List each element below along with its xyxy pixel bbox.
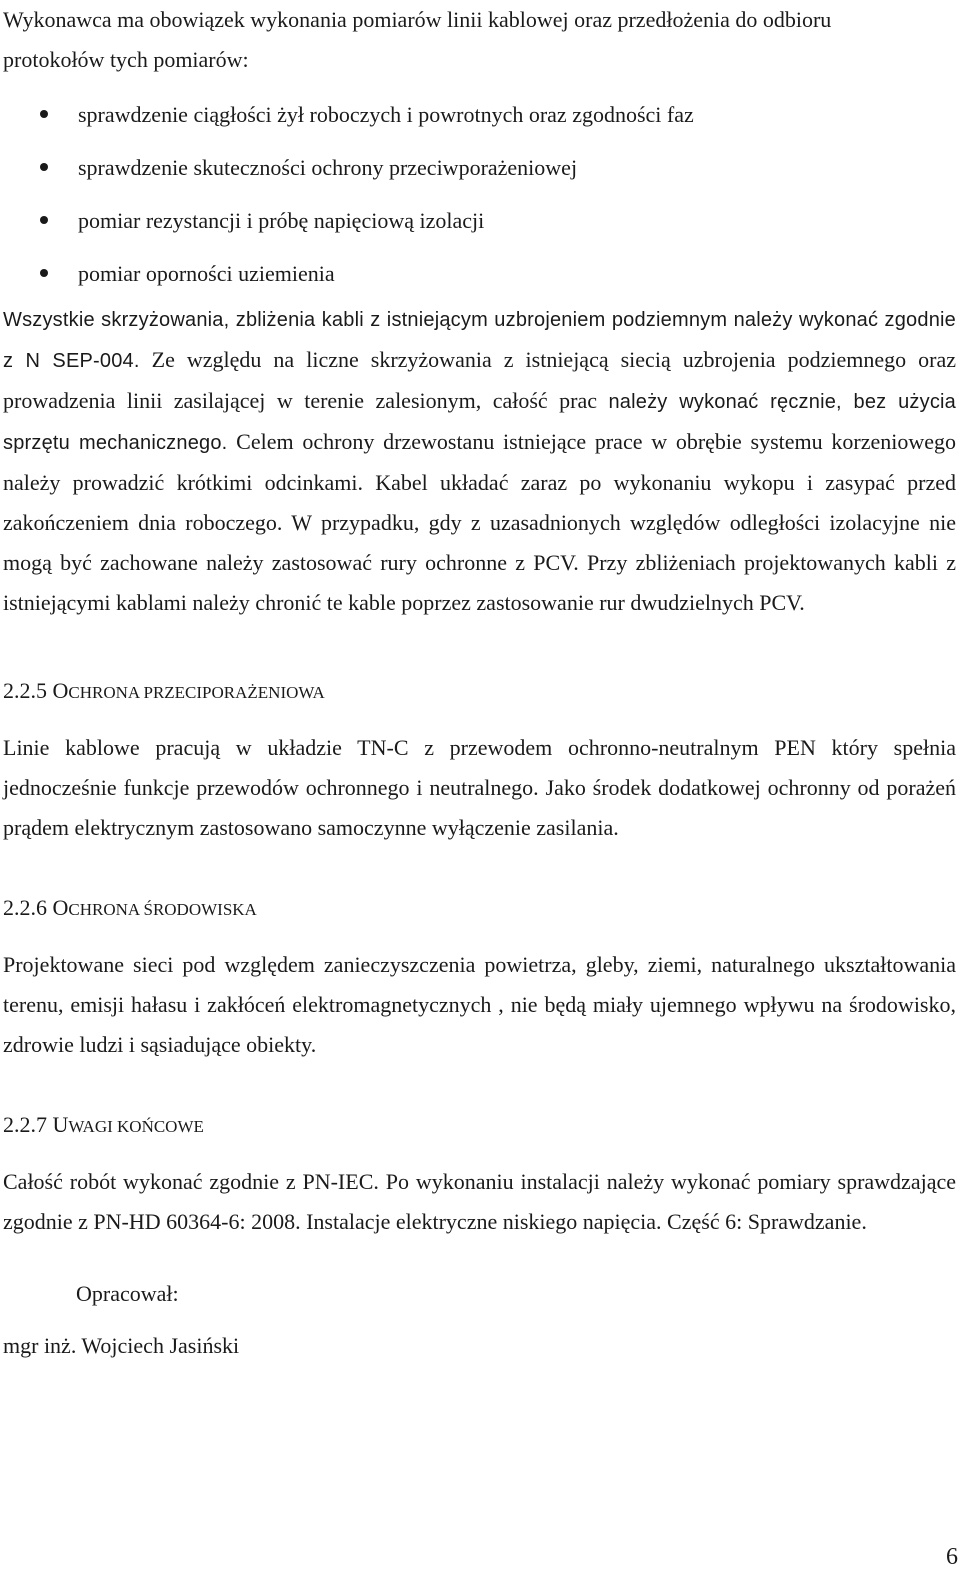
intro-paragraph [3,0,956,80]
section-title-initial: U [52,1112,69,1137]
list-item-text: sprawdzenie ciągłości żył roboczych i powrotnych oraz zgodności faz [78,102,694,127]
section-number: 2.2.6 [3,895,53,920]
list-item-text: pomiar oporności uziemienia [78,261,335,286]
section-heading-2-2-6 [3,894,956,924]
crossings-serif-text-2: Celem ochrony drzewostanu istniejące prace w obrębie systemu korzeniowego należy prowadzić krótkimi odcinkami. Kabel układać zaraz po wykonaniu wykopu i zasypać przed zakończeniem dnia roboczego. W przypadku, gdy z uzasadnionych względów odległości izolacyjne nie mogą być zachowane należy zastosować rury ochronne z PCV. Przy zbliżeniach projektowanych kabli z istniejącymi kablami należy chronić te kable poprzez zastosowanie rur dwudzielnych PCV. [3,429,956,615]
list-item [3,194,956,247]
signature-role: Opracował: [76,1281,179,1306]
section-title-initial: O [52,678,69,703]
bullet-icon [40,110,48,118]
section-heading-2-2-7 [3,1111,956,1141]
crossings-sans-text-2: należy wykonać ręcznie, bez użycia sprzętu mechanicznego. [3,391,956,454]
intro-line-2: protokołów tych pomiarów: [3,47,249,72]
signature-name: mgr inż. Wojciech Jasiński [3,1333,240,1358]
section-title: CHRONA PRZECIPORAŻENIOWA [68,683,325,702]
section-heading-2-2-5 [3,677,956,707]
section-body-2-2-5: Linie kablowe pracują w układzie TN-C z przewodem ochronno-neutralnym PEN który spełnia jednocześnie funkcje przewodów ochronnego i neutralnego. Jako środek dodatkowej ochronny od porażeń prądem elektrycznym zastosowano samoczynne wyłączenie zasilania. [3,735,956,840]
crossings-paragraph [3,299,956,623]
bullet-icon [40,269,48,277]
document-page [3,0,956,1366]
section-title-initial: O [52,895,69,920]
crossings-serif-text-1: Ze względu na liczne skrzyżowania z istniejącą siecią uzbrojenia podziemnego oraz prowadzenia linii zasilającej w terenie zalesionym, całość prac [3,347,956,413]
crossings-sans-text: Wszystkie skrzyżowania, zbliżenia kabli z istniejącym uzbrojeniem podziemnym należy wykonać zgodnie z N SEP-004. [3,309,956,372]
section-body-2-2-7: Całość robót wykonać zgodnie z PN-IEC. Po wykonaniu instalacji należy wykonać pomiary sprawdzające zgodnie z PN-HD 60364-6: 2008. Instalacje elektryczne niskiego napięcia. Część 6: Sprawdzanie. [3,1169,956,1234]
list-item-text: pomiar rezystancji i próbę napięciową izolacji [78,208,485,233]
measurement-list [3,88,956,300]
list-item [3,141,956,194]
list-item-text: sprawdzenie skuteczności ochrony przeciwporażeniowej [78,155,578,180]
bullet-icon [40,216,48,224]
intro-line-1: Wykonawca ma obowiązek wykonania pomiarów linii kablowej oraz przedłożenia do odbioru [3,7,832,32]
section-body-2-2-6: Projektowane sieci pod względem zanieczyszczenia powietrza, gleby, ziemi, naturalnego ukształtowania terenu, emisji hałasu i zakłóceń elektromagnetycznych , nie będą miały ujemnego wpływu na środowisko, zdrowie ludzi i sąsiadujące obiekty. [3,952,956,1057]
list-item [3,247,956,300]
list-item [3,88,956,141]
section-title: CHRONA ŚRODOWISKA [68,900,257,919]
section-number: 2.2.7 [3,1112,53,1137]
bullet-icon [40,163,48,171]
section-title: WAGI KOŃCOWE [68,1117,204,1136]
section-number: 2.2.5 [3,678,53,703]
page-number: 6 [946,1544,958,1570]
